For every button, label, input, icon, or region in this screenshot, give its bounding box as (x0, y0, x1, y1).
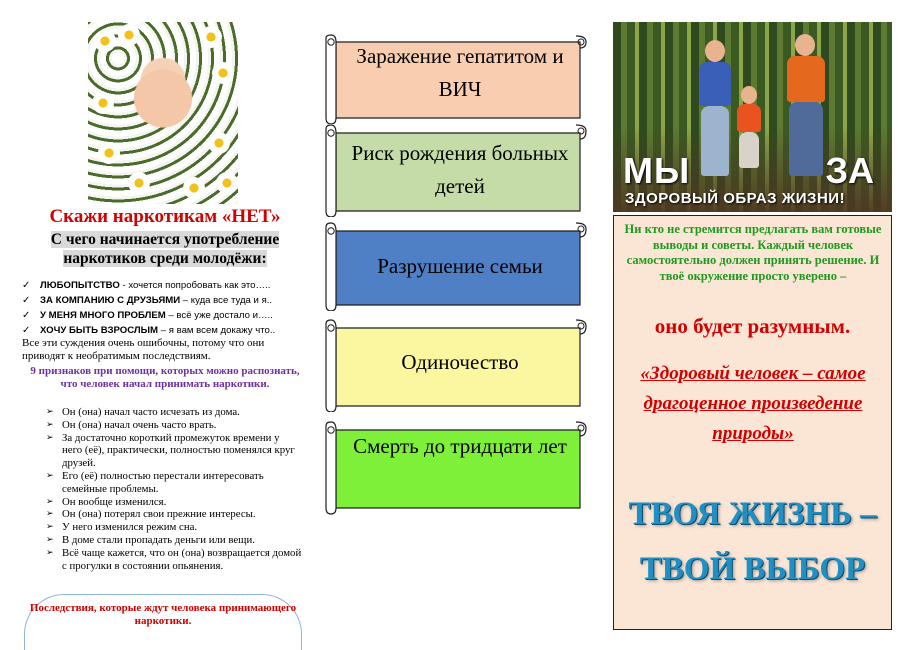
reason-item: ✓ ЛЮБОПЫТСТВО - хочется попробовать как это….. (22, 280, 271, 291)
sign-item: ➢ Он вообще изменился. (46, 496, 302, 509)
reason-item: ✓ У МЕНЯ МНОГО ПРОБЛЕМ – всё уже достало и….. (22, 310, 273, 321)
baby-daisies-photo (88, 22, 238, 204)
photo-slogan-we: МЫ (623, 150, 691, 191)
warning-paragraph: Все эти суждения очень ошибочны, потому что они приводят к необратимым последствиям. (22, 337, 265, 362)
info-text: Ни кто не стремится предлагать вам готовые выводы и советы. Каждый человек самостоятельно должен принять решение. И твоё окружение просто уверено – (624, 222, 882, 283)
scroll-banner-hepatitis (322, 34, 590, 124)
choice-line-2: ТВОЙ ВЫБОР (639, 551, 866, 587)
scroll-text: Заражение гепатитом и ВИЧ (356, 44, 564, 101)
sign-item: ➢ У него изменился режим сна. (46, 521, 302, 534)
sign-item: ➢ Он (она) начал очень часто врать. (46, 419, 302, 432)
signs-title: 9 признаков при помощи, которых можно распознать, что человек начал принимать наркотики. (30, 365, 300, 390)
info-emphasis: оно будет разумным. (654, 314, 851, 338)
checkmark-icon: ✓ (22, 310, 31, 321)
choice-line-1: ТВОЯ ЖИЗНЬ – (628, 496, 877, 532)
sign-item: ➢ За достаточно короткий промежуток времени у него (её), практически, полностью поменялся круг друзей. (46, 432, 302, 470)
photo-slogan-for: ЗА (825, 150, 874, 191)
info-panel (613, 215, 892, 630)
consequences-title: Последствия, которые ждут человека принимающего наркотики. (29, 602, 297, 627)
left-title: Скажи наркотикам «НЕТ» (49, 206, 281, 227)
checkmark-icon: ✓ (22, 295, 31, 306)
family-forest-photo (613, 22, 892, 212)
signs-list (46, 406, 302, 572)
scroll-banner-children (322, 123, 590, 217)
reasons-list (22, 278, 322, 338)
scroll-text: Смерть до тридцати лет (353, 434, 567, 458)
scroll-text: Одиночество (401, 350, 519, 374)
sign-item: ➢ В доме стали пропадать деньги или вещи. (46, 534, 302, 547)
scroll-banner-family (322, 221, 590, 311)
scroll-banner-death (322, 420, 590, 516)
quote: «Здоровый человек – самое драгоценное произведение природы» (640, 363, 866, 444)
consequences-box (24, 594, 302, 650)
checkmark-icon: ✓ (22, 280, 31, 291)
sign-item: ➢ Он (она) начал часто исчезать из дома. (46, 406, 302, 419)
sign-item: ➢ Его (её) полностью перестали интересовать семейные проблемы. (46, 470, 302, 496)
sign-item: ➢ Он (она) потерял свои прежние интересы. (46, 508, 302, 521)
sign-item: ➢ Всё чаще кажется, что он (она) возвращается домой с прогулки в состоянии опьянения. (46, 547, 302, 573)
scroll-text: Разрушение семьи (377, 254, 543, 278)
checkmark-icon: ✓ (22, 325, 31, 336)
scroll-banner-loneliness (322, 318, 590, 412)
photo-slogan-healthy: ЗДОРОВЫЙ ОБРАЗ ЖИЗНИ! (625, 190, 846, 207)
reason-item: ✓ ХОЧУ БЫТЬ ВЗРОСЛЫМ – я вам всем докажу что.. (22, 325, 276, 336)
scroll-text: Риск рождения больных детей (351, 141, 569, 198)
left-subtitle: С чего начинается употребление наркотиков среди молодёжи: (50, 231, 280, 267)
reason-item: ✓ ЗА КОМПАНИЮ С ДРУЗЬЯМИ – куда все туда и я.. (22, 295, 273, 306)
